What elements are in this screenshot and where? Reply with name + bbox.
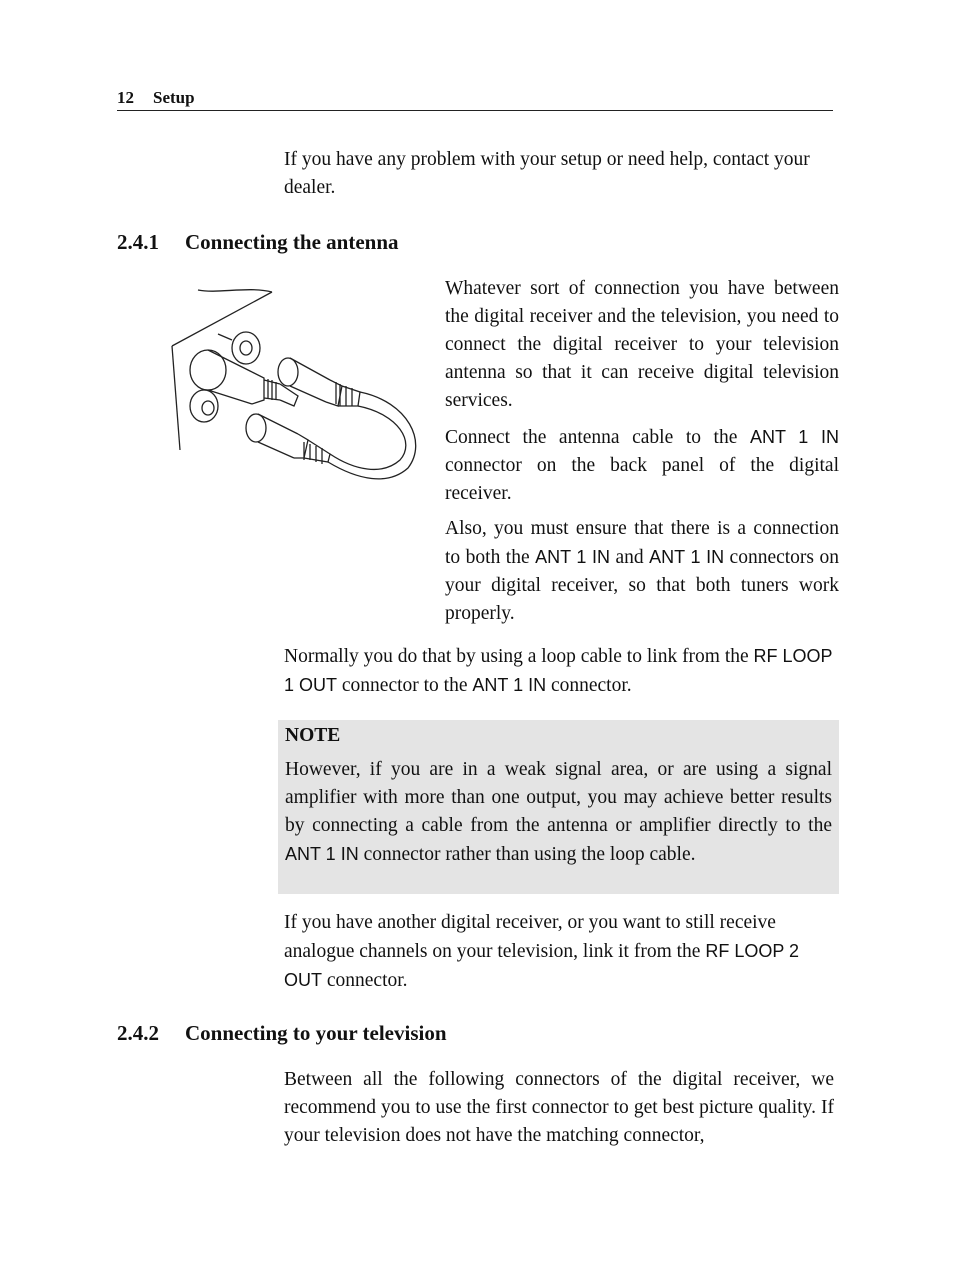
section-title: Connecting the antenna [185,230,399,254]
note-text [285,756,832,869]
connector-name: ANT 1 IN [535,547,611,567]
text-run: Also, you must ensure that there is a connection to both the [445,518,839,568]
text-run: Normally you do that by using a loop cable to link from the [284,646,754,667]
television-paragraph: Between all the following connectors of the digital receiver, we recommend you to use the first connector to get best picture quality. If your television does not have the matching connector, [284,1069,834,1146]
connector-name: RF LOOP 2 OUT [284,941,800,990]
second-receiver-paragraph [284,909,834,995]
text-run: Connect the antenna cable to the [445,427,750,448]
connector-name: ANT 1 IN [472,675,547,695]
antenna-connection-illustration [168,282,430,487]
text-run: connector to the [337,675,473,696]
loop-cable-diagram [168,282,430,482]
intro-paragraph: If you have any problem with your setup or need help, contact your dealer. [284,149,810,198]
text-run: and [610,547,650,568]
text-run: If you have another digital receiver, or you want to still receive analogue channels on your television, link it from the [284,912,776,962]
text-run: connector. [322,970,408,991]
connector-name: RF LOOP 1 OUT [284,646,833,695]
antenna-paragraph-3 [445,515,839,628]
section-number: 2.4.1 [117,230,159,254]
antenna-paragraph-2 [445,423,839,508]
text-run: However, if you are in a weak signal area, or are using a signal amplifier with more than one output, you may achieve better results by connecting a cable from the antenna or amplifier directly to the [285,759,832,836]
connector-name: ANT 1 IN [285,844,359,864]
page-number: 12 [117,88,134,107]
note-label: NOTE [285,725,341,746]
loop-cable-paragraph [284,642,834,700]
text-run: connector rather than using the loop cable. [358,844,696,865]
text-run: connector. [546,675,632,696]
chapter-title: Setup [153,88,195,107]
section-number: 2.4.2 [117,1021,159,1045]
connector-name: ANT 1 IN [649,547,725,567]
connector-name: ANT 1 IN [749,427,839,447]
page-header [117,86,833,111]
text-run: connector on the back panel of the digital receiver. [445,455,839,504]
text-run: connectors on your digital receiver, so that both tuners work properly. [445,547,839,624]
note-box [278,720,839,894]
section-title: Connecting to your television [185,1021,447,1045]
antenna-paragraph-1: Whatever sort of connection you have between the digital receiver and the television, you need to connect the digital receiver to your television antenna so that it can receive digital television services. [445,278,839,411]
